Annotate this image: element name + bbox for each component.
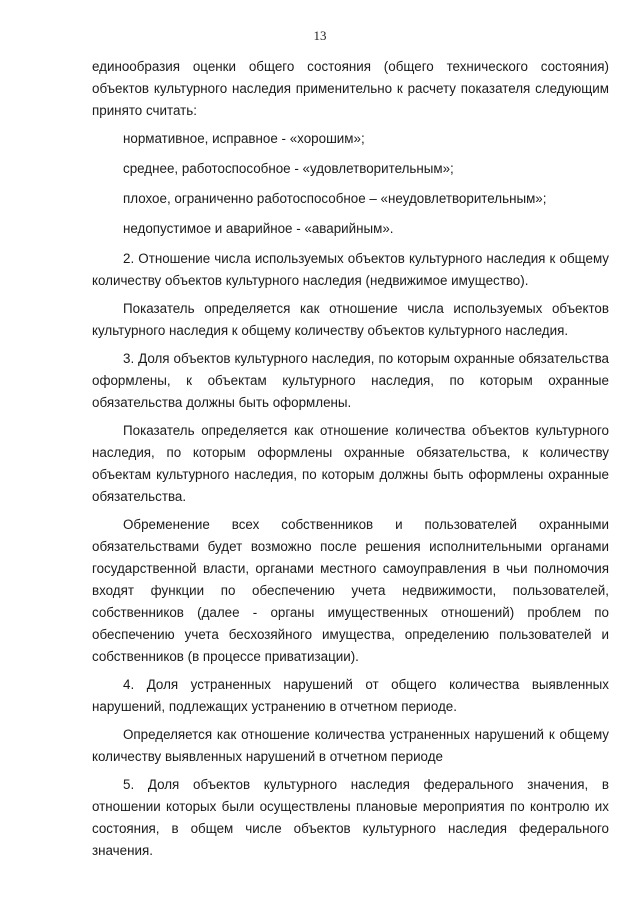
list-item-emergency: недопустимое и аварийное - «аварийным». <box>123 221 394 236</box>
paragraph-indicator-5: 5. Доля объектов культурного наследия федерального значения, в отношении которых были осуществлены плановые мероприятия по контролю их состояния, в общем числе объектов культурного наследия федерального значения. <box>92 777 609 858</box>
document-body <box>92 56 609 868</box>
list-item-satisfactory: среднее, работоспособное - «удовлетворительным»; <box>123 161 454 176</box>
paragraph-encumbrance: Обременение всех собственников и пользователей охранными обязательствами будет возможно после решения исполнительными органами государственной власти, органами местного самоуправления в чьи полномочия входят функции по обеспечению учета недвижимости, пользователей, собственников (далее - органы имущественных отношений) проблем по обеспечению учета бесхозяйного имущества, определению пользователей и собственников (в процессе приватизации). <box>92 517 609 664</box>
paragraph-intro-continuation: единообразия оценки общего состояния (общего технического состояния) объектов культурного наследия применительно к расчету показателя следующим принято считать: <box>92 59 609 118</box>
paragraph-indicator-2: 2. Отношение числа используемых объектов культурного наследия к общему количеству объектов культурного наследия (недвижимое имущество). <box>92 251 609 288</box>
list-item-good: нормативное, исправное - «хорошим»; <box>123 131 365 146</box>
paragraph-indicator-3: 3. Доля объектов культурного наследия, по которым охранные обязательства оформлены, к объектам культурного наследия, по которым охранные обязательства должны быть оформлены. <box>92 351 609 410</box>
paragraph-indicator-4: 4. Доля устраненных нарушений от общего количества выявленных нарушений, подлежащих устранению в отчетном периоде. <box>92 677 609 714</box>
page-number: 13 <box>313 28 327 43</box>
paragraph-indicator-2-definition: Показатель определяется как отношение числа используемых объектов культурного наследия к общему количеству объектов культурного наследия. <box>92 301 609 338</box>
paragraph-indicator-4-definition: Определяется как отношение количества устраненных нарушений к общему количеству выявленных нарушений в отчетном периоде <box>92 727 609 764</box>
paragraph-indicator-3-definition: Показатель определяется как отношение количества объектов культурного наследия, по которым оформлены охранные обязательства, к количеству объектам культурного наследия, по которым должны быть оформлены охранные обязательства. <box>92 423 609 504</box>
list-item-unsatisfactory: плохое, ограниченно работоспособное – «неудовлетворительным»; <box>123 191 547 206</box>
